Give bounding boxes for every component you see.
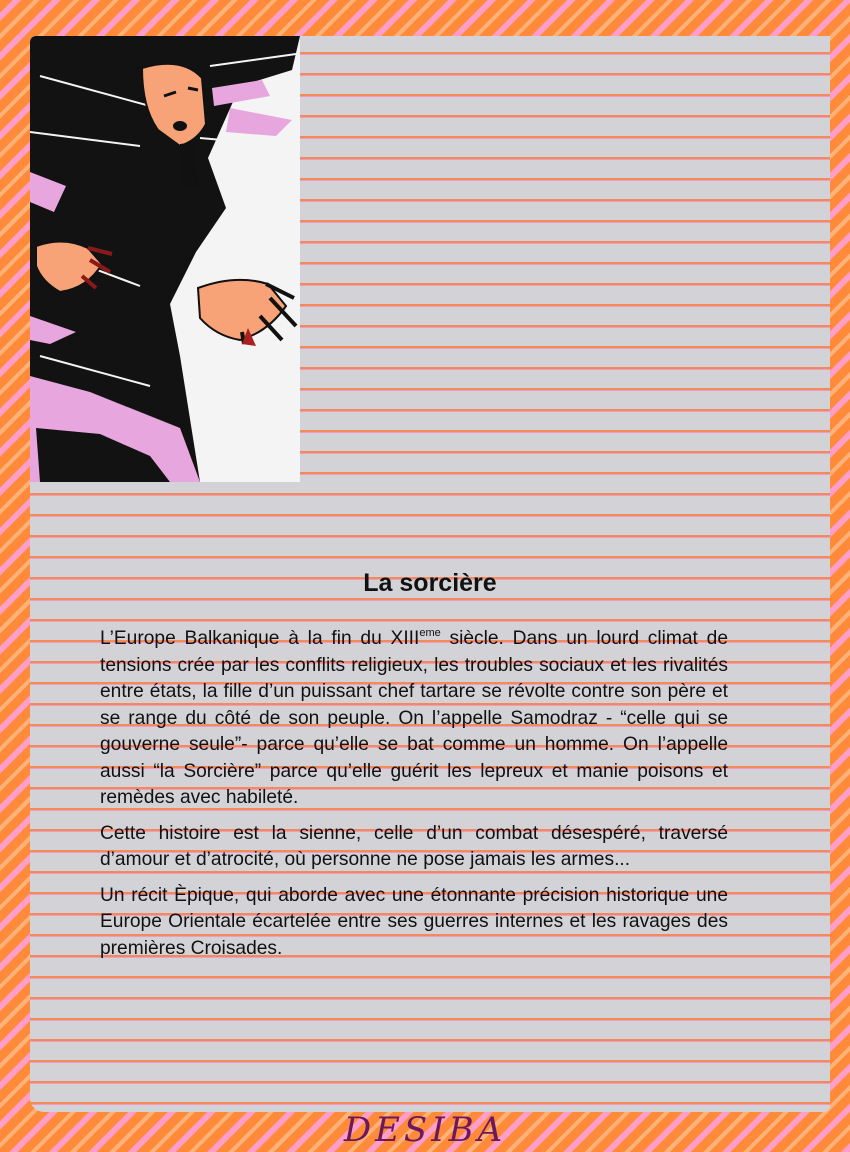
paragraph-1-rest: siècle. Dans un lourd climat de tensions crée par les conflits religieux, les troubles sociaux et les rivalités entre états, la fille d’un puissant chef tartare se révolte contre son père et se range du côté de son peuple. On l’appelle Samodraz - “celle qui se gouverne seule”- parce qu’elle se bat comme un homme. On l’appelle aussi “la Sorcière” parce qu’elle guérit les lepreux et manie poisons et remèdes avec habileté. <box>100 628 728 808</box>
publisher-logo: DESIBA <box>343 1110 507 1150</box>
synopsis-paragraph-2: Cette histoire est la sienne, celle d’un combat désespéré, traversé d’amour et d’atrocité, où personne ne pose jamais les armes... <box>100 822 728 870</box>
paragraph-1-start: L’Europe Balkanique à la fin du XIII <box>100 628 420 649</box>
text-panel <box>30 36 830 1112</box>
book-title: La sorcière <box>363 569 497 597</box>
synopsis-paragraph-1 <box>100 626 728 812</box>
sorceress-illustration <box>30 36 300 482</box>
century-superscript: eme <box>419 627 441 639</box>
synopsis-paragraph-3: Un récit Èpique, qui aborde avec une étonnante précision historique une Europe Orientale écartelée entre ses guerres internes et les ravages des premières Croisades. <box>100 884 728 959</box>
synopsis <box>100 626 728 971</box>
